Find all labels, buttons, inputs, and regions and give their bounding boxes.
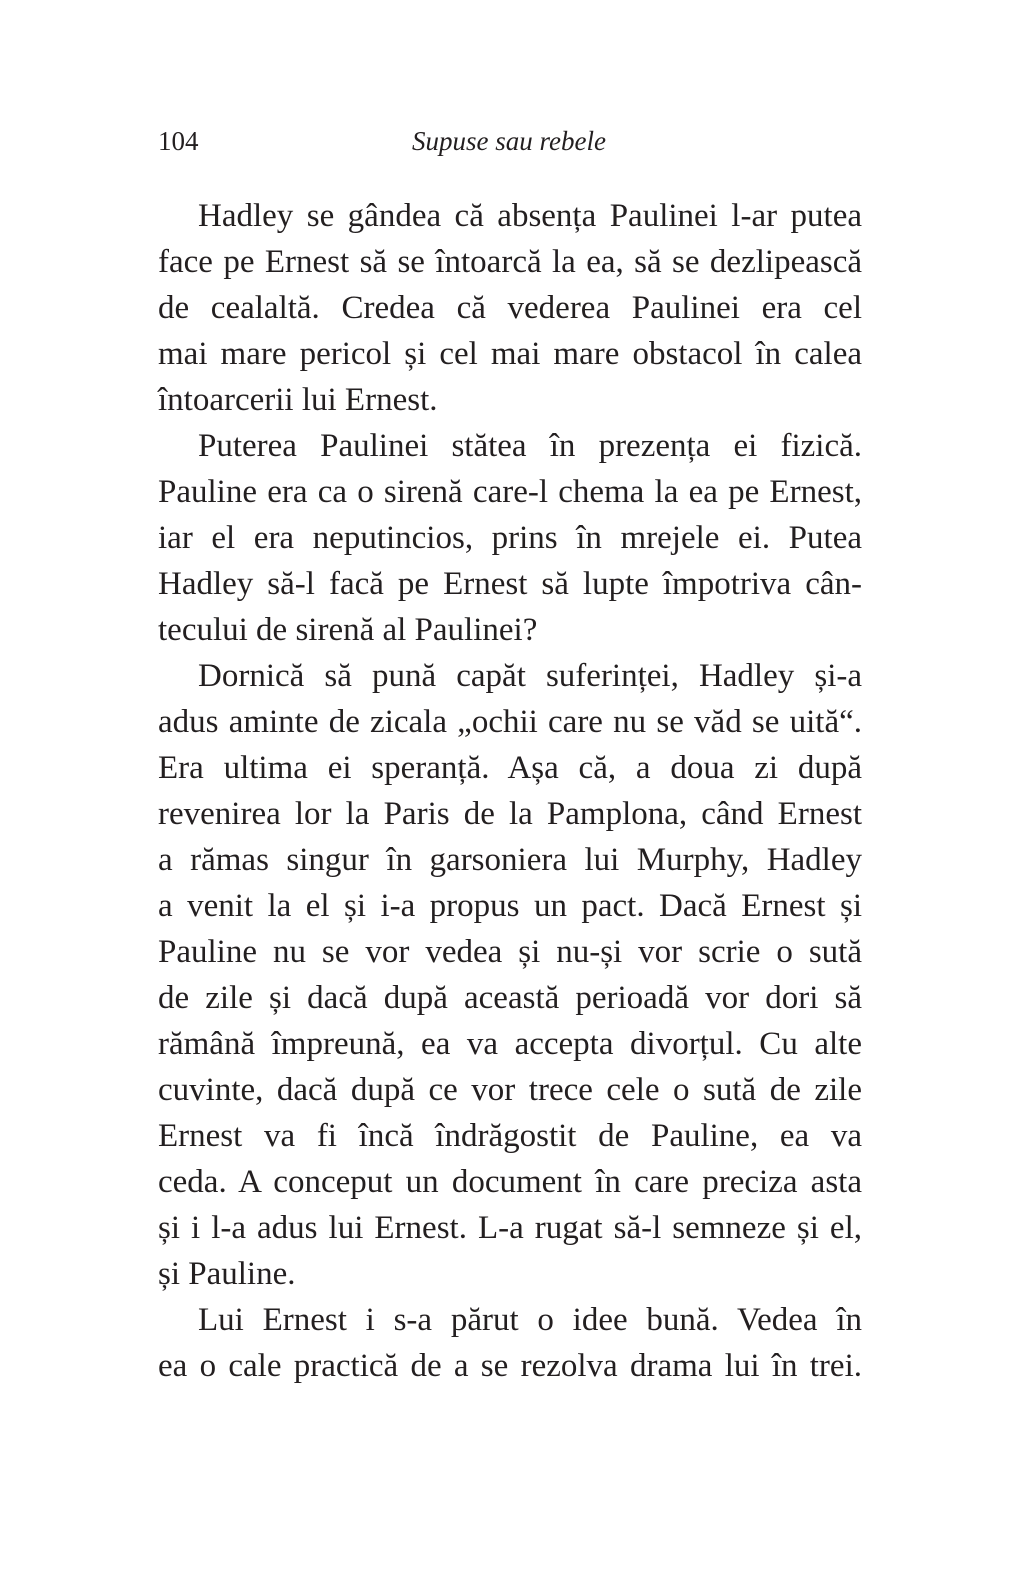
text-line: a rămas singur în garsoniera lui Murphy, Hadley: [158, 842, 862, 878]
paragraph: [158, 653, 862, 1297]
text-line: iar el era neputincios, prins în mrejele ei. Putea: [158, 520, 862, 556]
text-line: ceda. A conceput un document în care preciza asta: [158, 1164, 862, 1200]
text-line: Hadley se gândea că absența Paulinei l-ar putea: [198, 198, 862, 234]
text-line: rămână împreună, ea va accepta divorțul. Cu alte: [158, 1026, 862, 1062]
text-line: Puterea Paulinei stătea în prezența ei fizică.: [198, 428, 862, 464]
text-line: face pe Ernest să se întoarcă la ea, să se dezlipească: [158, 244, 862, 280]
text-line: Ernest va fi încă îndrăgostit de Pauline, ea va: [158, 1118, 862, 1154]
text-line: ea o cale practică de a se rezolva drama lui în trei.: [158, 1348, 862, 1384]
text-line: Lui Ernest i s-a părut o idee bună. Vedea în: [198, 1302, 862, 1338]
text-line: întoarcerii lui Ernest.: [158, 382, 438, 418]
text-line: adus aminte de zicala „ochii care nu se văd se uită“.: [158, 704, 862, 740]
text-line: Pauline nu se vor vedea și nu-și vor scrie o sută: [158, 934, 862, 970]
running-title: Supuse sau rebele: [412, 126, 606, 156]
text-line: cuvinte, dacă după ce vor trece cele o sută de zile: [158, 1072, 862, 1108]
text-line: tecului de sirenă al Paulinei?: [158, 612, 538, 648]
body-text: [158, 193, 862, 1389]
text-line: Era ultima ei speranță. Așa că, a doua zi după: [158, 750, 862, 786]
text-line: și Pauline.: [158, 1256, 296, 1292]
text-line: și i l-a adus lui Ernest. L-a rugat să-l semneze și el,: [158, 1210, 862, 1246]
text-line: de cealaltă. Credea că vederea Paulinei era cel: [158, 290, 862, 326]
text-line: a venit la el și i-a propus un pact. Dacă Ernest și: [158, 888, 862, 924]
text-line: de zile și dacă după această perioadă vor dori să: [158, 980, 862, 1016]
paragraph: [158, 193, 862, 423]
text-line: revenirea lor la Paris de la Pamplona, când Ernest: [158, 796, 862, 832]
text-line: mai mare pericol și cel mai mare obstacol în calea: [158, 336, 862, 372]
page-number: 104: [158, 126, 199, 156]
text-line: Pauline era ca o sirenă care-l chema la ea pe Ernest,: [158, 474, 862, 510]
paragraph: [158, 423, 862, 653]
paragraph: [158, 1297, 862, 1389]
text-line: Hadley să-l facă pe Ernest să lupte împotriva cân-: [158, 566, 862, 602]
text-line: Dornică să pună capăt suferinței, Hadley și-a: [198, 658, 862, 694]
